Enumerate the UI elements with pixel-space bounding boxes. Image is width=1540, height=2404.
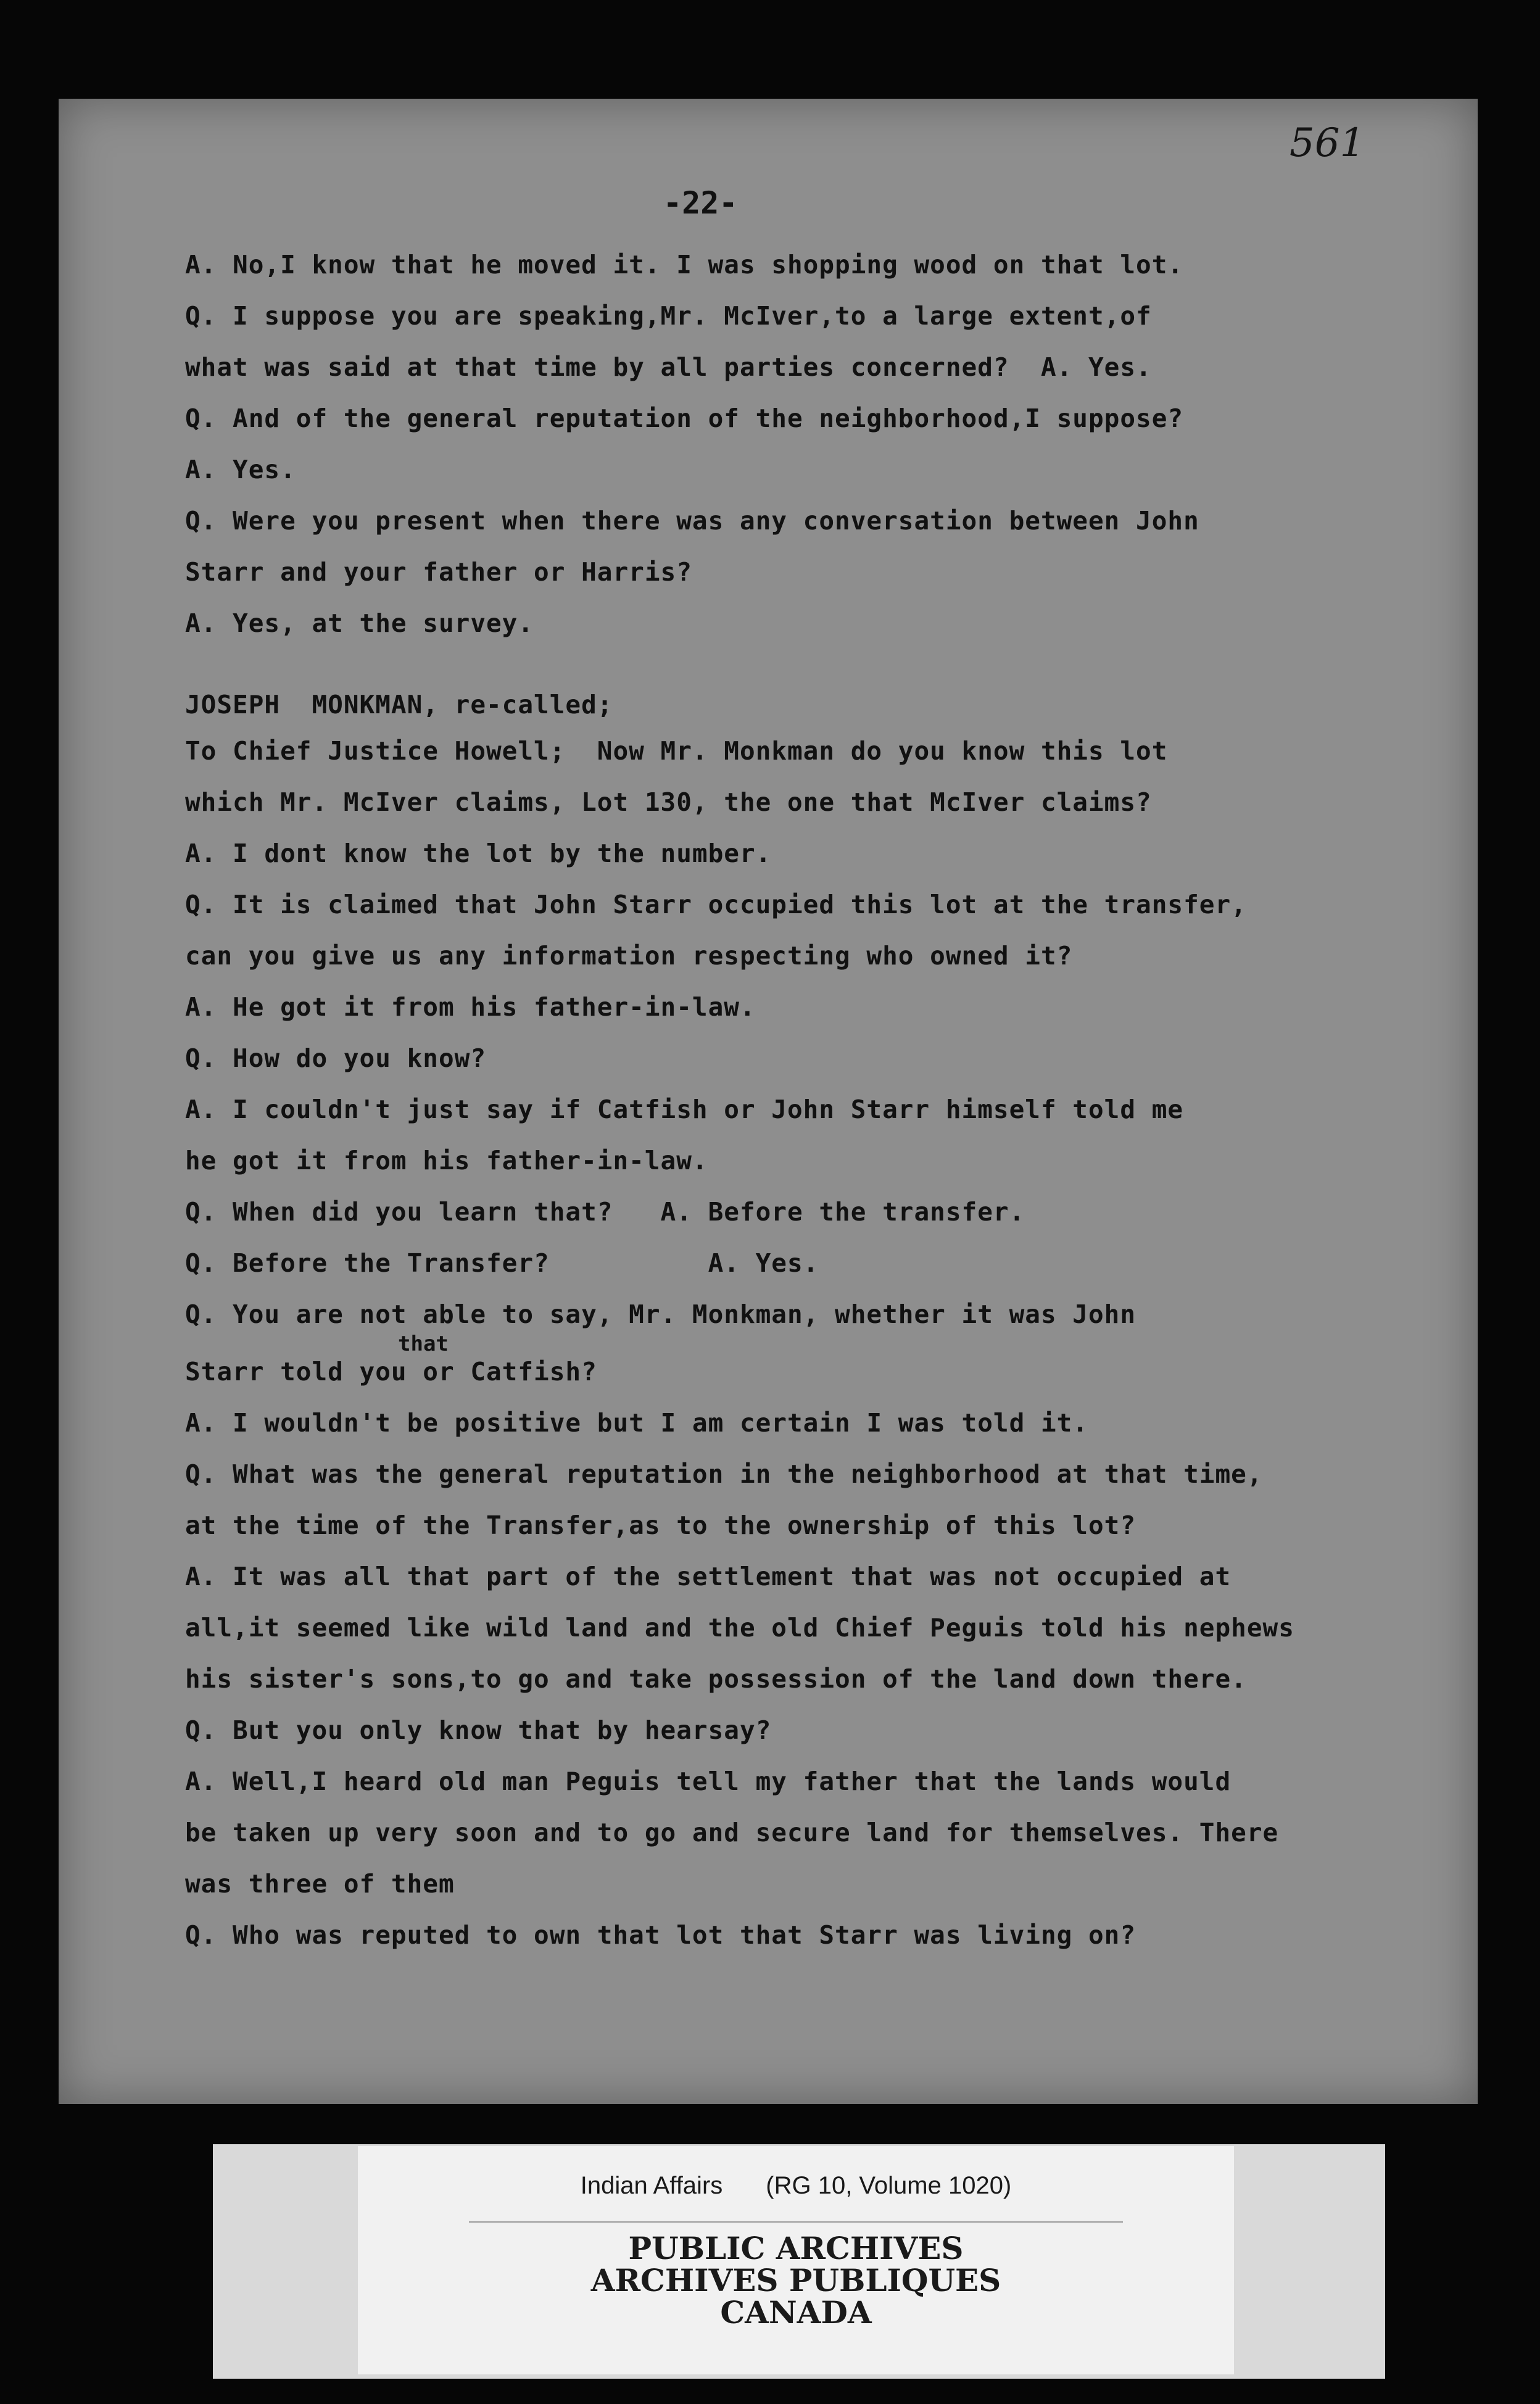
text-line: Q. It is claimed that John Starr occupied this lot at the transfer, bbox=[185, 890, 1247, 919]
text-line: which Mr. McIver claims, Lot 130, the one that McIver claims? bbox=[185, 787, 1152, 817]
text-line: be taken up very soon and to go and secure land for themselves. There bbox=[185, 1818, 1279, 1847]
text-line: A. He got it from his father-in-law. bbox=[185, 992, 756, 1022]
text-line: Q. I suppose you are speaking,Mr. McIver,to a large extent,of bbox=[185, 301, 1152, 331]
text-line: can you give us any information respecting who owned it? bbox=[185, 941, 1073, 971]
text-line: Q. Who was reputed to own that lot that Starr was living on? bbox=[185, 1920, 1136, 1950]
label-divider bbox=[469, 2221, 1123, 2223]
text-line: A. I couldn't just say if Catfish or John Starr himself told me bbox=[185, 1095, 1184, 1124]
series-ref: (RG 10, Volume 1020) bbox=[766, 2172, 1012, 2199]
series-reference bbox=[358, 2172, 1234, 2200]
text-line: all,it seemed like wild land and the old Chief Peguis told his nephews bbox=[185, 1613, 1294, 1643]
interlinear-insert: that bbox=[398, 1332, 449, 1356]
stamp-line-3: CANADA bbox=[720, 2294, 872, 2331]
text-line: Q. And of the general reputation of the neighborhood,I suppose? bbox=[185, 404, 1184, 433]
text-line: Q. Were you present when there was any conversation between John bbox=[185, 506, 1199, 536]
text-line: Starr told you or Catfish? bbox=[185, 1357, 597, 1386]
text-line: Starr and your father or Harris? bbox=[185, 557, 692, 587]
text-line: Q. When did you learn that? A. Before the transfer. bbox=[185, 1197, 1025, 1227]
text-line: what was said at that time by all parties concerned? A. Yes. bbox=[185, 352, 1152, 382]
text-line: To Chief Justice Howell; Now Mr. Monkman do you know this lot bbox=[185, 736, 1168, 766]
archives-stamp bbox=[358, 2232, 1234, 2329]
text-line: he got it from his father-in-law. bbox=[185, 1146, 708, 1175]
stamp-line-2: ARCHIVES PUBLIQUES bbox=[590, 2262, 1001, 2298]
text-line: A. Well,I heard old man Peguis tell my father that the lands would bbox=[185, 1767, 1232, 1796]
text-line: A. I dont know the lot by the number. bbox=[185, 839, 772, 868]
text-line: his sister's sons,to go and take possession of the land down there. bbox=[185, 1664, 1247, 1694]
text-line: was three of them bbox=[185, 1869, 455, 1899]
text-line: Q. Before the Transfer? A. Yes. bbox=[185, 1248, 819, 1278]
text-line: A. Yes. bbox=[185, 455, 296, 484]
page-number: -22- bbox=[663, 185, 738, 221]
text-line: Q. You are not able to say, Mr. Monkman, whether it was John bbox=[185, 1299, 1136, 1329]
text-line: at the time of the Transfer,as to the ownership of this lot? bbox=[185, 1511, 1136, 1540]
text-line: A. I wouldn't be positive but I am certain I was told it. bbox=[185, 1408, 1088, 1438]
section-heading: JOSEPH MONKMAN, re-called; bbox=[185, 690, 613, 719]
text-line: A. Yes, at the survey. bbox=[185, 608, 534, 638]
text-line: A. It was all that part of the settlement that was not occupied at bbox=[185, 1562, 1232, 1591]
text-line: Q. But you only know that by hearsay? bbox=[185, 1715, 772, 1745]
stamp-line-1: PUBLIC ARCHIVES bbox=[628, 2230, 964, 2266]
text-line: Q. How do you know? bbox=[185, 1043, 486, 1073]
text-line: Q. What was the general reputation in the neighborhood at that time, bbox=[185, 1459, 1263, 1489]
series-name: Indian Affairs bbox=[580, 2172, 723, 2199]
text-line: A. No,I know that he moved it. I was shopping wood on that lot. bbox=[185, 250, 1184, 280]
handwritten-folio-number: 561 bbox=[1290, 120, 1365, 166]
